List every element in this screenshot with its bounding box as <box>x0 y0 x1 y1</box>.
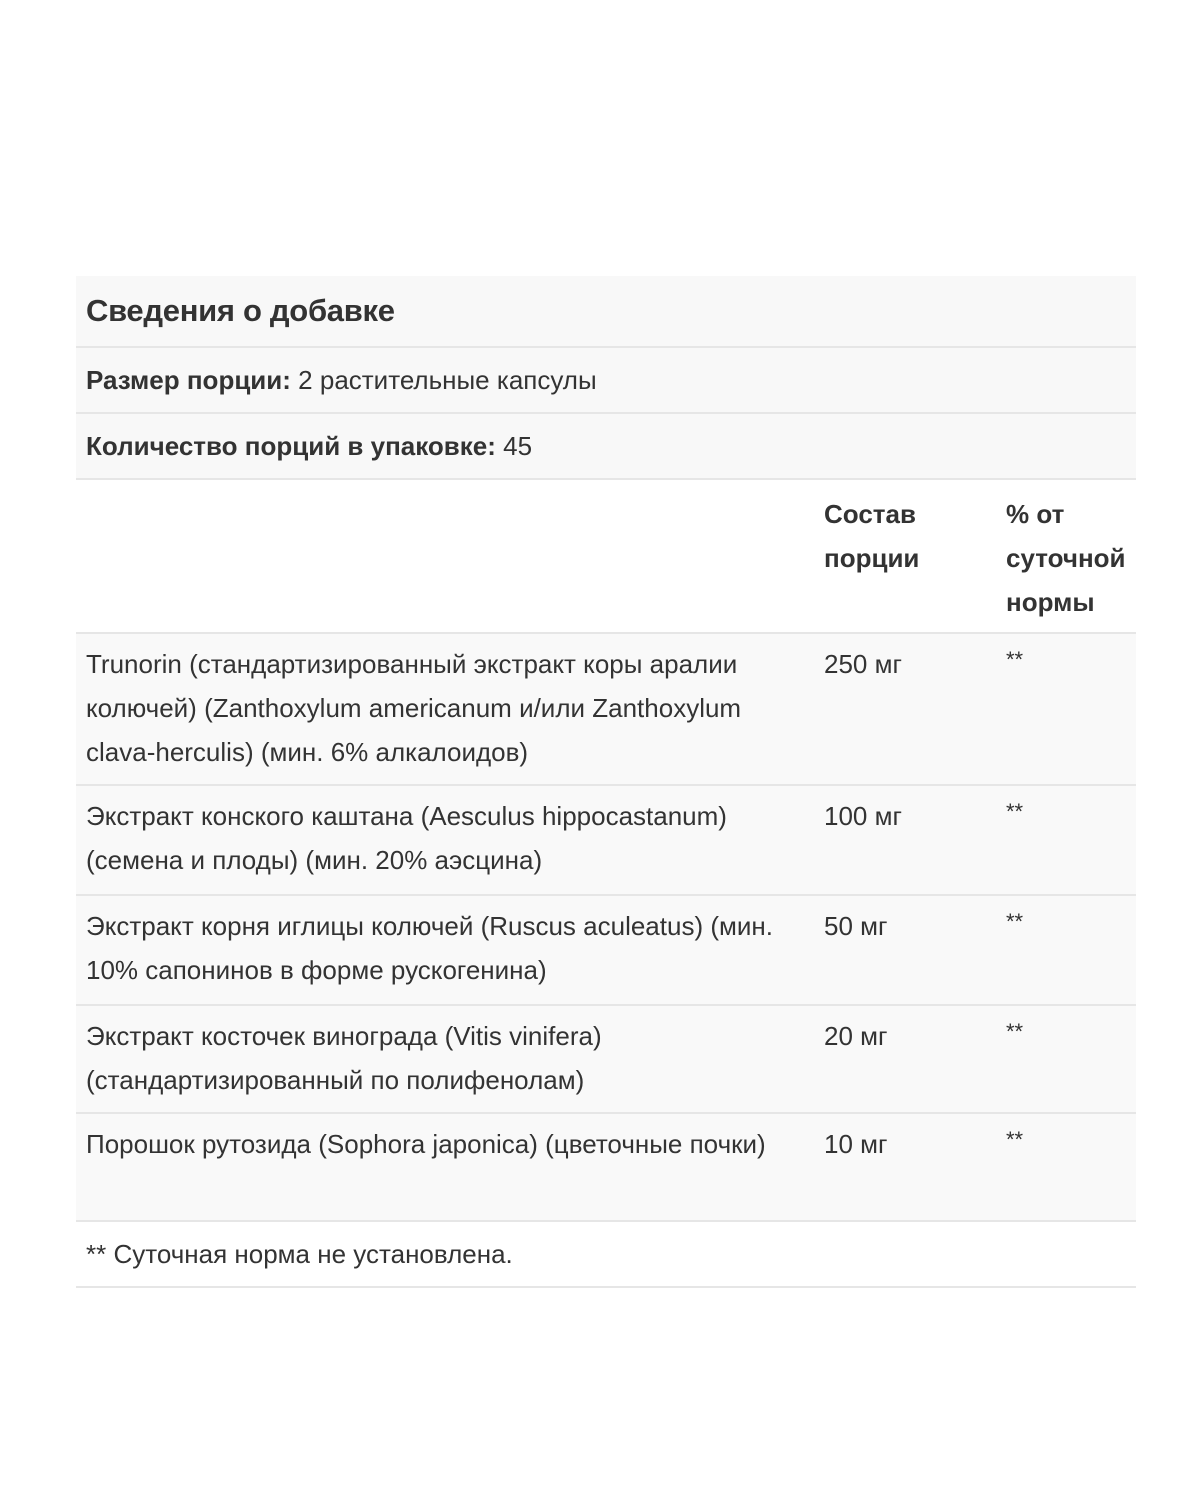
title-row <box>76 276 1136 348</box>
amount-header: Состав порции <box>824 499 920 573</box>
serving-size-row <box>76 348 1136 414</box>
ingredient-name: Экстракт косточек винограда (Vitis vinifera) (стандартизированный по полифенолам) <box>86 1021 602 1095</box>
table-row <box>76 896 1136 1006</box>
supplement-facts-title: Сведения о добавке <box>86 293 395 328</box>
serving-size-label: Размер порции: <box>86 364 291 395</box>
ingredient-daily-value: ** <box>1006 1019 1024 1044</box>
table-row <box>76 1006 1136 1114</box>
ingredient-name: Trunorin (стандартизированный экстракт коры аралии колючей) (Zanthoxylum americanum и/или Zanthoxylum clava-herculis) (мин. 6% алкалоидов) <box>86 649 742 767</box>
ingredient-daily-value: ** <box>1006 1127 1024 1152</box>
table-row <box>76 1114 1136 1222</box>
ingredient-name: Экстракт конского каштана (Aesculus hippocastanum) (семена и плоды) (мин. 20% аэсцина) <box>86 801 727 875</box>
serving-size-value: 2 растительные капсулы <box>298 364 597 395</box>
servings-per-container-value: 45 <box>503 430 533 461</box>
table-row <box>76 634 1136 786</box>
ingredient-amount: 100 мг <box>824 801 902 831</box>
ingredient-daily-value: ** <box>1006 909 1024 934</box>
daily-value-header: % от суточной нормы <box>1006 499 1126 617</box>
footnote: ** Суточная норма не установлена. <box>76 1222 1136 1288</box>
ingredient-amount: 10 мг <box>824 1129 888 1159</box>
ingredient-header <box>76 492 814 632</box>
servings-per-container-label: Количество порций в упаковке: <box>86 430 496 461</box>
ingredient-amount: 20 мг <box>824 1021 888 1051</box>
supplement-facts-table <box>76 276 1136 1288</box>
table-header-row <box>76 480 1136 634</box>
ingredient-daily-value: ** <box>1006 647 1024 672</box>
servings-per-container-row <box>76 414 1136 480</box>
ingredient-name: Порошок рутозида (Sophora japonica) (цветочные почки) <box>86 1129 766 1159</box>
ingredient-daily-value: ** <box>1006 799 1024 824</box>
ingredient-amount: 50 мг <box>824 911 888 941</box>
ingredient-name: Экстракт корня иглицы колючей (Ruscus aculeatus) (мин. 10% сапонинов в форме рускогенина) <box>86 911 773 985</box>
ingredient-amount: 250 мг <box>824 649 902 679</box>
table-row <box>76 786 1136 896</box>
